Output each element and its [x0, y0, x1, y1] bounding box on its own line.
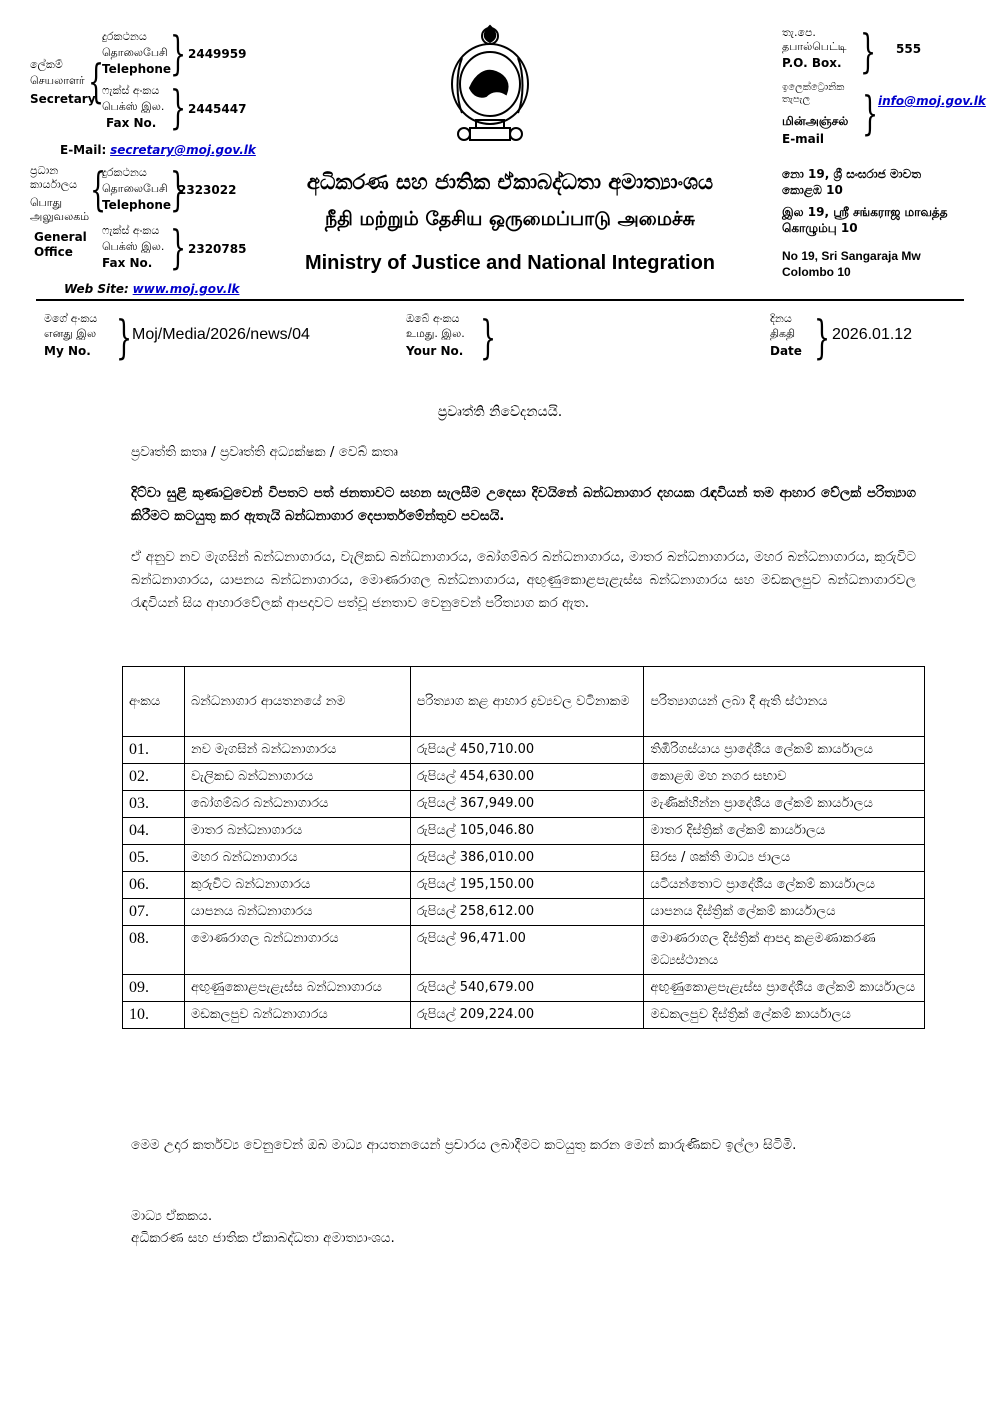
- row-place: මඩකලපුව දිස්ත්‍රික් ලේකම් කාර්යාලය: [644, 1002, 925, 1029]
- my-no-en: My No.: [44, 344, 91, 358]
- row-no: 09.: [123, 975, 185, 1002]
- brace-icon: }: [170, 162, 187, 216]
- press-release-subheading: ප්‍රවෘත්ති කතෘ / ප්‍රවෘත්ති අධ්‍යක්ෂක / වෙබ් කතෘ: [131, 444, 398, 460]
- row-no: 05.: [123, 845, 185, 872]
- secretary-role-en: Secretary: [30, 92, 96, 106]
- row-no: 08.: [123, 926, 185, 975]
- website-label: Web Site:: [64, 282, 129, 296]
- row-no: 10.: [123, 1002, 185, 1029]
- office-role-en: General Office: [34, 230, 87, 259]
- table-row: [123, 845, 925, 872]
- row-place: මැණික්හින්න ප්‍රාදේශීය ලේකම් කාර්යාලය: [644, 791, 925, 818]
- row-value: රුපියල් 195,150.00: [410, 872, 644, 899]
- po-box-value: 555: [896, 42, 922, 56]
- row-no: 07.: [123, 899, 185, 926]
- secretary-tel-number: 2449959: [188, 47, 247, 61]
- brace-icon: }: [862, 86, 879, 140]
- row-value: රුපියල් 367,949.00: [410, 791, 644, 818]
- signature-ministry: අධිකරණ සහ ජාතික ඒකාබද්ධතා අමාත්‍යාංශය.: [131, 1230, 395, 1246]
- secretary-email-link[interactable]: secretary@moj.gov.lk: [110, 143, 256, 157]
- sri-lanka-emblem-icon: [440, 18, 540, 148]
- ministry-title-ta: நீதி மற்றும் தேசிய ஒருமைப்பாடு அமைச்சு: [325, 208, 695, 230]
- date-en: Date: [770, 344, 802, 358]
- row-place: කොළඹ මහ නගර සභාව: [644, 764, 925, 791]
- header-divider: [36, 299, 964, 301]
- row-place: මාතර දිස්ත්‍රික් ලේකම් කාර්යාලය: [644, 818, 925, 845]
- email-box-label-si: ඉලෙක්ට්‍රොනික තැපැල: [782, 82, 845, 105]
- row-no: 06.: [123, 872, 185, 899]
- header-prison: බන්ධනාගාර ආයතනයේ නම: [184, 667, 410, 737]
- email-label: E-Mail:: [60, 143, 107, 157]
- secretary-contact-block: [30, 28, 260, 138]
- office-role-ta: பொது அலுவலகம்: [30, 196, 90, 223]
- brace-icon: }: [480, 310, 497, 364]
- row-value: රුපියල් 454,630.00: [410, 764, 644, 791]
- office-tel-ta: தொலைபேசி: [102, 182, 168, 195]
- office-fax-number: 2320785: [188, 242, 247, 256]
- row-value: රුපියල් 386,010.00: [410, 845, 644, 872]
- po-box-block: [782, 26, 982, 76]
- office-tel-en: Telephone: [102, 198, 172, 212]
- office-tel-number: 2323022: [178, 183, 237, 197]
- brace-icon: }: [860, 24, 877, 78]
- my-no-block: [44, 312, 364, 362]
- brace-icon: }: [116, 310, 133, 364]
- ministry-title-si: අධිකරණ සහ ජාතික ඒකාබද්ධතා අමාත්‍යාංශය: [306, 170, 714, 194]
- secretary-fax-number: 2445447: [188, 102, 247, 116]
- address-en-line-1: No 19, Sri Sangaraja Mw: [782, 249, 921, 263]
- your-no-si: ඔබේ අංකය: [406, 312, 460, 325]
- secretary-tel-si: දුරකථනය: [102, 30, 147, 43]
- row-place: සිරස / ශක්ති මාධ්‍ය ජාලය: [644, 845, 925, 872]
- table-row: [123, 1002, 925, 1029]
- signature-unit: මාධ්‍ය ඒකකය.: [131, 1208, 213, 1224]
- row-value: රුපියල් 96,471.00: [410, 926, 644, 975]
- po-box-label-en: P.O. Box.: [782, 56, 842, 70]
- date-si: දිනය: [770, 312, 792, 325]
- date-block: [770, 312, 970, 362]
- brace-icon: {: [88, 54, 105, 108]
- secretary-fax-si: ෆැක්ස් අංකය: [102, 84, 160, 97]
- row-prison: කුරුවිට බන්ධනාගාරය: [184, 872, 410, 899]
- po-box-label-ta: தபால்பெட்டி: [782, 40, 847, 53]
- address-ta-line-1: இல 19, ஸ்ரீ சங்கராஜ மாவத்த: [782, 205, 948, 219]
- table-header-row: [123, 667, 925, 737]
- secretary-role-si: ලේකම්: [30, 58, 63, 71]
- row-prison: මාතර බන්ධනාගාරය: [184, 818, 410, 845]
- brace-icon: }: [814, 310, 831, 364]
- table-row: [123, 872, 925, 899]
- my-no-ta: எனது இல: [44, 327, 97, 340]
- header-no: අංකය: [123, 667, 185, 737]
- your-no-ta: உமது. இல.: [406, 327, 465, 340]
- table-row: [123, 791, 925, 818]
- row-prison: මඩකලපුව බන්ධනාගාරය: [184, 1002, 410, 1029]
- row-prison: අඟුණුකොළපැළැස්ස බන්ධනාගාරය: [184, 975, 410, 1002]
- secretary-tel-ta: தொலைபேசி: [102, 46, 168, 59]
- row-place: යටියන්තොට ප්‍රාදේශීය ලේකම් කාර්යාලය: [644, 872, 925, 899]
- row-prison: නව මැගසින් බන්ධනාගාරය: [184, 737, 410, 764]
- press-release-heading: ප්‍රවෘත්ති නිවේදනයයි.: [437, 404, 563, 420]
- address-si-line-2: කොළඹ 10: [782, 183, 843, 197]
- row-prison: වැලිකඩ බන්ධනාගාරය: [184, 764, 410, 791]
- brace-icon: }: [170, 220, 187, 274]
- office-fax-en: Fax No.: [102, 256, 153, 270]
- info-email-link[interactable]: info@moj.gov.lk: [878, 94, 986, 108]
- website: [64, 282, 239, 297]
- row-no: 04.: [123, 818, 185, 845]
- row-place: යාපනය දිස්ත්‍රික් ලේකම් කාර්යාලය: [644, 899, 925, 926]
- email-box-label-ta: மின்அஞ்சல்: [782, 114, 849, 128]
- address-ta-line-2: கொழும்பு 10: [782, 221, 858, 235]
- secretary-tel-en: Telephone: [102, 62, 172, 76]
- secretary-email: [60, 143, 256, 158]
- closing-paragraph: මෙම උදාර කර්තව්‍ය වෙනුවෙන් ඔබ මාධ්‍ය ආයතනයෙන් ප්‍රචාරය ලබාදීමට කටයුතු කරන මෙන් කාරුණිකව ඉල්ලා සිටිමි.: [131, 1137, 797, 1153]
- secretary-fax-en: Fax No.: [106, 116, 157, 130]
- your-no-block: [406, 312, 546, 362]
- row-place: මොණරාගල දිස්ත්‍රික් ආපදා කළමණාකරණ මධ්‍යස්ථානය: [644, 926, 925, 975]
- header-value: පරිත්‍යාග කළ ආහාර ද්‍රව්‍යවල වටිනාකම: [410, 667, 644, 737]
- table-row: [123, 737, 925, 764]
- row-prison: මහර බන්ධනාගාරය: [184, 845, 410, 872]
- office-tel-si: දුරකථනය: [102, 166, 147, 179]
- secretary-fax-ta: பெக்ஸ் இல.: [102, 100, 165, 113]
- brace-icon: }: [170, 26, 187, 80]
- my-no-si: මගේ අංකය: [44, 312, 98, 325]
- row-prison: බෝගම්බර බන්ධනාගාරය: [184, 791, 410, 818]
- row-value: රුපියල් 105,046.80: [410, 818, 644, 845]
- office-fax-ta: பெக்ஸ் இல.: [102, 240, 165, 253]
- email-box-label-en: E-mail: [782, 132, 825, 146]
- row-no: 03.: [123, 791, 185, 818]
- lead-paragraph: දිට්වා සුළි කුණාටුවෙන් විපතට පත් ජනතාවට සහන සැලසීම උදෙසා දිවයිනේ බන්ධනාගාර දහයක රැඳවියන් තම ආහාර වේලක් පරිත්‍යාග කිරීමට කටයුතු කර ඇතැයි බන්ධනාගාර දෙපාර්තමේන්තුව පවසයි.: [131, 485, 916, 524]
- ministry-title-en: Ministry of Justice and National Integration: [304, 252, 716, 274]
- office-fax-si: ෆැක්ස් අංකය: [102, 224, 160, 237]
- table-row: [123, 818, 925, 845]
- row-place: තිඹිරිගස්යාය ප්‍රාදේශීය ලේකම් කාර්යාලය: [644, 737, 925, 764]
- row-value: රුපියල් 258,612.00: [410, 899, 644, 926]
- date-ta: திகதி: [770, 327, 796, 340]
- secretary-role-ta: செயலாளர்: [30, 74, 85, 87]
- row-prison: මොණරාගල බන්ධනාගාරය: [184, 926, 410, 975]
- date-value: 2026.01.12: [832, 326, 913, 343]
- row-value: රුපියල් 209,224.00: [410, 1002, 644, 1029]
- table-row: [123, 975, 925, 1002]
- brace-icon: {: [90, 162, 107, 216]
- row-place: අඟුණුකොළපැළැස්ස ප්‍රාදේශීය ලේකම් කාර්යාලය: [644, 975, 925, 1002]
- address-en-line-2: Colombo 10: [782, 265, 851, 279]
- row-value: රුපියල් 540,679.00: [410, 975, 644, 1002]
- detail-paragraph: ඒ අනුව නව මැගසින් බන්ධනාගාරය, වැලිකඩ බන්ධනාගාරය, බෝගම්බර බන්ධනාගාරය, මාතර බන්ධනාගාරය, මහර බන්ධනාගාරය, කුරුවිට බන්ධනාගාරය, යාපනය බන්ධනාගාරය, මොණරාගල බන්ධනාගාරය, අඟුණුකොළපැළැස්ස බන්ධනාගාරය සහ මඩකලපුව බන්ධනාගාරවල රැඳවියන් සිය ආහාරවේලක් ආපදාවට පත්වූ ජනතාව වෙනුවෙන් පරිත්‍යාග කර ඇත.: [131, 549, 916, 611]
- my-no-value: Moj/Media/2026/news/04: [132, 326, 310, 343]
- table-row: [123, 764, 925, 791]
- donation-table-wrapper: [122, 666, 925, 1029]
- table-row: [123, 926, 925, 975]
- row-value: රුපියල් 450,710.00: [410, 737, 644, 764]
- brace-icon: }: [170, 80, 187, 134]
- donation-table: [122, 666, 925, 1029]
- address-si-line-1: නො 19, ශ්‍රී සංඝරාජ මාවත: [782, 167, 921, 181]
- your-no-en: Your No.: [406, 344, 464, 358]
- row-no: 02.: [123, 764, 185, 791]
- general-office-contact-block: [30, 164, 260, 274]
- row-prison: යාපනය බන්ධනාගාරය: [184, 899, 410, 926]
- po-box-label-si: තැ.පෙ.: [782, 26, 816, 39]
- header-place: පරිත්‍යාගයන් ලබා දී ඇති ස්ථානය: [644, 667, 925, 737]
- table-row: [123, 899, 925, 926]
- website-link[interactable]: www.moj.gov.lk: [132, 282, 240, 296]
- email-box-block: [782, 82, 992, 148]
- row-no: 01.: [123, 737, 185, 764]
- office-role-si: ප්‍රධාන කාර්යාලය: [30, 164, 78, 191]
